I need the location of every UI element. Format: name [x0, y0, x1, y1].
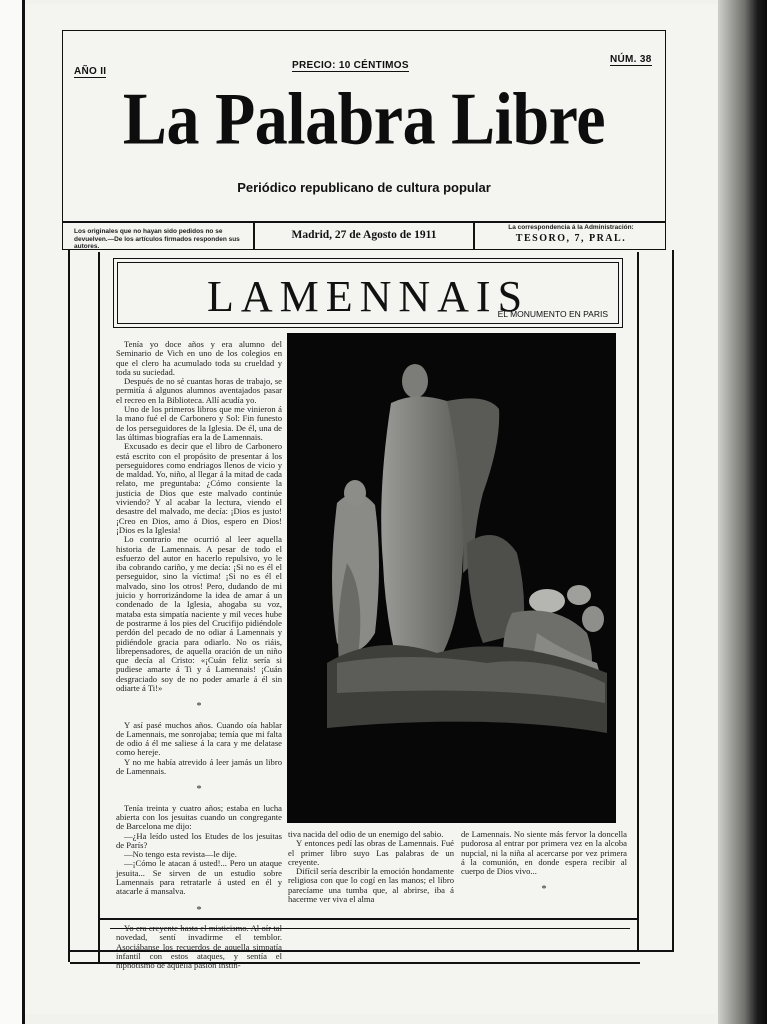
- article-column-2: [288, 830, 454, 916]
- article-bottom-rule: [99, 918, 637, 920]
- issue-year: AÑO II: [74, 66, 107, 77]
- paragraph: Después de no sé cuantas horas de trabajo, se permitía á algunos alumnos aventajados pasar el recreo en la Biblioteca. Allí acudía yo.: [116, 376, 282, 405]
- correspondence-label: La correspondencia á la Administración:: [508, 224, 634, 231]
- submission-notice: Los originales que no hayan sido pedidos no se devuelven.—De los artículos firmados responden sus autores.: [74, 228, 240, 250]
- paragraph: Y no me había atrevido á leer jamás un libro de Lamennais.: [116, 756, 282, 777]
- paragraph: de Lamennais. No siente más fervor la doncella pudorosa al entrar por primera vez en la alcoba nupcial, ni la niña al acercarse por vez primera á la comunión, en donde espera recibir al cuerpo de Dios vivo...: [461, 829, 627, 877]
- paragraph: —¿Ha leído usted los Etudes de los jesuitas de París?: [116, 830, 282, 850]
- section-separator: *: [541, 884, 547, 896]
- inner-right-rule: [637, 252, 639, 952]
- paragraph: Uno de los primeros libros que me vinieron á la mano fué el de Carbonero y Sol: Fin funesto de los perseguidores de la Iglesia. De él, una de las últimas biografías era la de Lamennais.: [116, 404, 282, 442]
- paragraph: Tenía treinta y cuatro años; estaba en lucha abierta con los jesuitas cuando un congregante de Barcelona me dijo:: [116, 802, 282, 832]
- section-separator: *: [196, 701, 202, 713]
- inner-left-rule: [98, 252, 100, 962]
- frame-left-rule: [68, 250, 70, 962]
- section-separator: *: [196, 784, 202, 796]
- monument-sculpture-image: [287, 333, 616, 823]
- paragraph: Lo contrario me ocurrió al leer aquella historia de Lamennais. A pesar de todo el esfuerzo del autor en hacerlo repulsivo, yo le iba cobrando cariño, y me decía: ¡Si no es él el perseguidor, sino la víctima! ¡Si no es él el malvado, sino los otros! Pero, dudando de mi juicio y horrorizándome la idea de amar á un condenado de la Iglesia, ahogaba su voz, mataba esta simpatía naciente y mil veces hube de postrarme á los pies del Crucifijo pidiéndole perdón del pecado de no odiar á Lamennais y pidiéndole gracia para odiarlo. No os riáis, librepensadores, de aquella oración de un niño que decía al Cristo: «¡Cuán feliz sería si pudiese amarte á Ti y á Lamennais! ¡Cuán desgraciado soy de no poder amarle á él sin odiarte á Ti!»: [116, 534, 282, 693]
- newspaper-subtitle: Periódico republicano de cultura popular: [237, 180, 491, 195]
- infobar-divider-right: [473, 222, 475, 250]
- paragraph: —¡Cómo le atacan á usted!... Pero un ataque jesuita... Se sirven de un estudio sobre Lamennais para retratarle á usted en él y atacarle á mansalva.: [116, 858, 282, 897]
- article-column-3: [461, 830, 627, 916]
- paragraph: Difícil sería describir la emoción hondamente religiosa con que lo cogí en las manos; el libro parecíame una tumba que, al abrirse, iba á hacerme ver viva el alma: [288, 866, 454, 905]
- frame-right-rule: [672, 250, 674, 952]
- paragraph: Y entonces pedí las obras de Lamennais. Fué el primer libro suyo Las palabras de un creyente.: [288, 838, 454, 867]
- article-column-1: [116, 339, 282, 971]
- photo-caption: EL MONUMENTO EN PARIS: [497, 309, 608, 319]
- paragraph: Tenía yo doce años y era alumno del Seminario de Vich en uno de los colegios en que el clero ha acumulado toda su crueldad y toda su suciedad.: [116, 339, 282, 377]
- paragraph: Y así pasé muchos años. Cuando oía hablar de Lamennais, me sonrojaba; temía que mi falta de odio á él me saliese á la cara y me delatase como hereje.: [116, 719, 282, 758]
- paragraph: Excusado es decir que el libro de Carbonero está escrito con el propósito de presentar á los perseguidores como endriagos llenos de vicio y de maldad. Yo, niño, al llegar á la mitad de cada relato, me preguntaba: ¿Cómo consiente la justicia de Dios que este malvado continúe viviendo? Y al acabar la lectura, viendo el desastre del malvado, me decía: ¡Dios es justo! ¡Creo en Dios, amo á Dios, espero en Dios! ¡Dios es la Iglesia!: [116, 441, 282, 535]
- article-title-inner: [117, 262, 619, 324]
- article-title: LAMENNAIS: [206, 272, 530, 321]
- article-title-box: [113, 258, 623, 328]
- paragraph: —No tengo esta revista—le dije.: [124, 849, 237, 860]
- paragraph: tiva nacida del odio de un enemigo del sabio.: [288, 829, 444, 839]
- dateline: Madrid, 27 de Agosto de 1911: [291, 229, 437, 241]
- monument-photo: [287, 333, 616, 823]
- administration-address: TESORO, 7, PRAL.: [515, 233, 627, 244]
- issue-price: PRECIO: 10 CÉNTIMOS: [292, 60, 409, 71]
- left-page-edge: [0, 0, 25, 1024]
- newspaper-title: La Palabra Libre: [122, 78, 606, 161]
- book-spine-shadow: [718, 0, 767, 1024]
- issue-number: NÚM. 38: [610, 54, 652, 65]
- paragraph: Yo era creyente hasta el misticismo. Al oír tal novedad, sentí invadirme el temblor. Asociábanse los recuerdos de aquella simpatía infantil con estos ataques, y sentía el hipnotismo de aquella pasión instin-: [116, 922, 282, 971]
- section-separator: *: [196, 904, 202, 916]
